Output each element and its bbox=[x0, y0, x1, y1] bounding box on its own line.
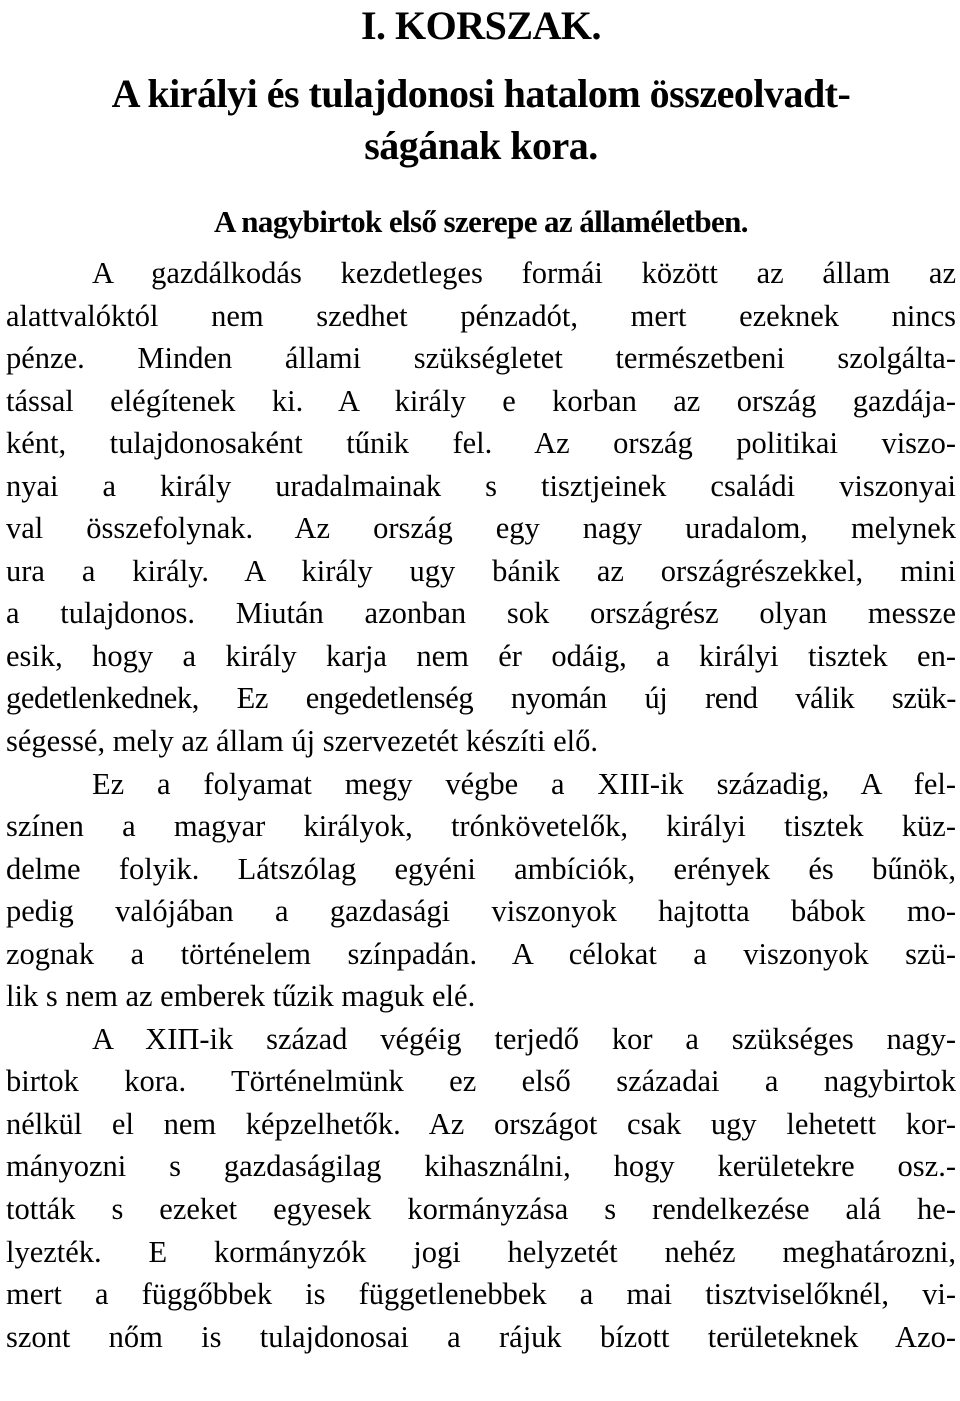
text-line: mányozni s gazdaságilag kihasználni, hogy kerületekre osz.- bbox=[6, 1149, 956, 1184]
text-line: A gazdálkodás kezdetleges formái között az állam az bbox=[92, 256, 956, 290]
text-line: alattvalóktól nem szedhet pénzadót, mert ezeknek nincs bbox=[6, 298, 956, 333]
text-line: gedetlenkednek, Ez engedetlenség nyomán új rend válik szük- bbox=[6, 681, 956, 716]
text-line: Ez a folyamat megy végbe a XIII-ik századig, A fel- bbox=[92, 766, 956, 801]
text-line: nyai a király uradalmainak s tisztjeinek családi viszonyai bbox=[6, 468, 956, 503]
text-line: szont nőm is tulajdonosai a rájuk bízott területeknek Azo- bbox=[6, 1319, 956, 1354]
text-line: tották s ezeket egyesek kormányzása s rendelkezése alá he- bbox=[6, 1192, 956, 1227]
text-line: mert a függőbbek is függetlenebbek a mai tisztviselőknél, vi- bbox=[6, 1277, 956, 1312]
text-line: lyezték. E kormányzók jogi helyzetét nehéz meghatározni, bbox=[6, 1234, 956, 1269]
text-line: tással elégítenek ki. A király e korban az ország gazdája- bbox=[6, 383, 956, 418]
text-line: színen a magyar királyok, trónkövetelők, királyi tisztek küz- bbox=[6, 809, 956, 844]
text-line: esik, hogy a király karja nem ér odáig, a királyi tisztek en- bbox=[6, 638, 956, 673]
text-line: nélkül el nem képzelhetők. Az országot csak ugy lehetett kor- bbox=[6, 1106, 956, 1141]
section-subtitle: A nagybirtok első szerepe az államéletben. bbox=[214, 204, 748, 239]
chapter-title-line: ságának kora. bbox=[364, 123, 598, 168]
text-line: pedig valójában a gazdasági viszonyok hajtotta bábok mo- bbox=[6, 894, 956, 929]
text-line: pénze. Minden állami szükségletet természetbeni szolgálta- bbox=[6, 341, 956, 376]
text-line: birtok kora. Történelmünk ez első századai a nagybirtok bbox=[6, 1064, 956, 1099]
body-text bbox=[6, 252, 956, 1358]
text-line: zognak a történelem színpadán. A célokat a viszonyok szü- bbox=[6, 936, 956, 971]
text-line: a tulajdonos. Miután azonban sok országrész olyan messze bbox=[6, 596, 956, 631]
text-line: val összefolynak. Az ország egy nagy uradalom, melynek bbox=[6, 511, 956, 546]
text-line: lik s nem az emberek tűzik maguk elé. bbox=[6, 979, 476, 1014]
chapter-heading: I. KORSZAK. bbox=[360, 3, 602, 48]
chapter-title bbox=[6, 68, 956, 172]
text-line: ura a király. A király ugy bánik az országrészekkel, mini bbox=[6, 553, 956, 588]
text-line: A XIП-ik század végéig terjedő kor a szükséges nagy- bbox=[92, 1021, 956, 1056]
text-line: ként, tulajdonosaként tűnik fel. Az ország politikai viszo- bbox=[6, 426, 956, 461]
chapter-title-line: A királyi és tulajdonosi hatalom összeolvadt- bbox=[111, 71, 851, 116]
text-line: delme folyik. Látszólag egyéni ambíciók, erények és bűnök, bbox=[6, 851, 956, 886]
text-line: ségessé, mely az állam új szervezetét készíti elő. bbox=[6, 724, 598, 759]
